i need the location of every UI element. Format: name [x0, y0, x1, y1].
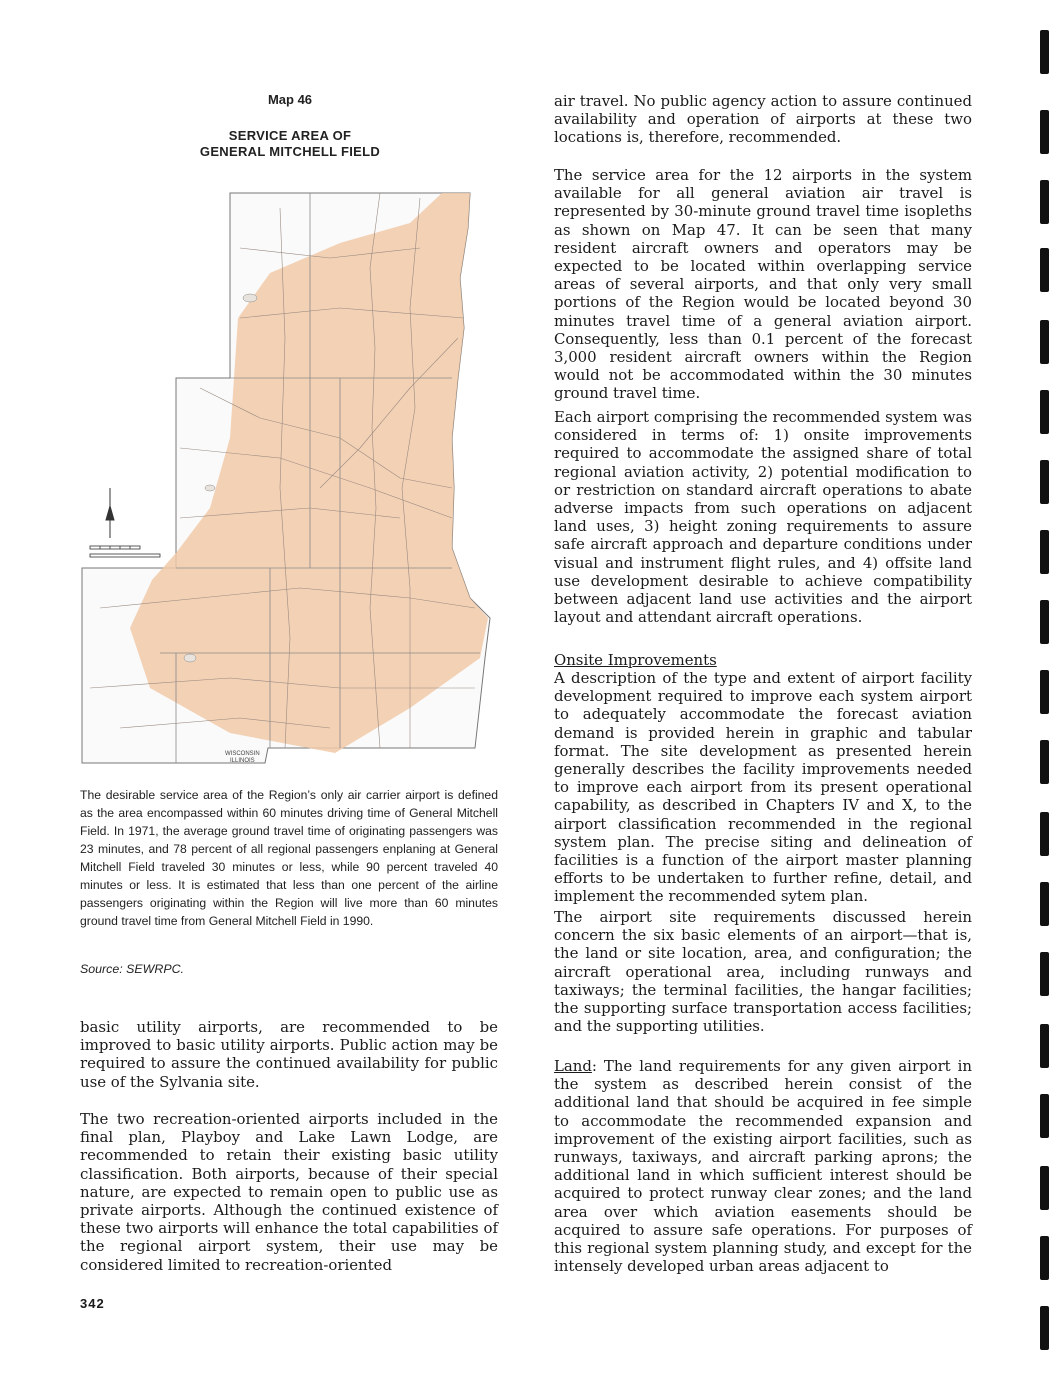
- binding-mark: [1040, 670, 1049, 714]
- binding-mark: [1040, 390, 1049, 434]
- left-paragraph-2: The two recreation-oriented airports included in the final plan, Playboy and Lake Lawn Lodge, are recommended to retain their existing basic utility classification. Both airports, because of their special nature, are expected to remain open to public use as private airports. Although the continued existence of these two airports will enhance the total capabilities of the regional airport system, their use may be considered limited to recreation-oriented: [80, 1110, 498, 1274]
- land-paragraph-text: : The land requirements for any given airport in the system as described herein consist of the additional land that should be acquired in fee simple to accommodate the recommended expansion and improvement of the existing airport facilities, such as runways, taxiways, and aircraft parking aprons; the additional land in which sufficient interest should be acquired to protect runway clear zones; and the land area over which aviation easements should be acquired to assure safe operations. For purposes of this regional system planning study, and except for the intensely developed urban areas adjacent to: [554, 1057, 972, 1276]
- left-paragraph-1: basic utility airports, are recommended to be improved to basic utility airports. Public action may be required to assure the continued availability for public use of the Sylvania site.: [80, 1018, 498, 1091]
- binding-mark: [1040, 600, 1049, 644]
- map-title-line1: SERVICE AREA OF: [228, 128, 352, 143]
- map-title: [190, 128, 390, 160]
- binding-mark: [1040, 110, 1049, 154]
- service-area-map: [80, 188, 500, 768]
- right-paragraph-6: [554, 1057, 972, 1275]
- binding-mark: [1040, 812, 1049, 856]
- right-paragraph-4: A description of the type and extent of airport facility development required to improve each system airport to adequately accommodate the forecast aviation demand is provided herein in graphic and tabular format. The site development as presented herein generally describes the facility improvements needed to improve each airport from its present operational capability, as described in Chapters IV and X, to the airport classification recommended in the regional system plan. The precise siting and delineation of facilities is a function of the airport master planning efforts to be undertaken to further refine, detail, and implement the recommended sytem plan.: [554, 669, 972, 906]
- binding-mark: [1040, 460, 1049, 504]
- binding-mark: [1040, 740, 1049, 784]
- state-label-wisconsin: WISCONSIN: [225, 751, 260, 757]
- section-heading-onsite-improvements: Onsite Improvements: [554, 651, 717, 669]
- binding-mark: [1040, 180, 1049, 224]
- binding-mark: [1040, 248, 1049, 292]
- map-source: Source: SEWRPC.: [80, 962, 184, 976]
- run-in-heading-land: Land: [554, 1057, 592, 1075]
- map-number: Map 46: [267, 92, 313, 107]
- right-paragraph-1: air travel. No public agency action to assure continued availability and operation of airports at these two locations is, therefore, recommended.: [554, 92, 972, 147]
- map-title-line2: GENERAL MITCHELL FIELD: [199, 144, 381, 159]
- map-caption: The desirable service area of the Region’s only air carrier airport is defined as the area encompassed within 60 minutes driving time of General Mitchell Field. In 1971, the average ground travel time of originating passengers was 23 minutes, and 78 percent of all regional passengers enplaning at General Mitchell Field traveled 30 minutes or less, while 90 percent traveled 40 minutes or less. It is estimated that less than one percent of the airline passengers originating within the Region will live more than 60 minutes ground travel time from General Mitchell Field in 1990.: [80, 788, 498, 928]
- binding-mark: [1040, 1306, 1049, 1350]
- binding-mark: [1040, 1236, 1049, 1280]
- binding-mark: [1040, 320, 1049, 364]
- graphic-scale: [90, 546, 160, 557]
- right-paragraph-2: The service area for the 12 airports in the system available for all general aviation air travel is represented by 30-minute ground travel time isopleths as shown on Map 47. It can be seen that many resident aircraft owners and operators may be expected to be located within overlapping service areas of several airports, and that only very small portions of the Region would be located beyond 30 minutes travel time of a general aviation airport. Consequently, less than 0.1 percent of the forecast 3,000 resident aircraft owners within the Region would not be accommodated within the 30 minutes ground travel time.: [554, 166, 972, 403]
- right-paragraph-5: The airport site requirements discussed herein concern the six basic elements of an airport—that is, the land or site location, area, and configuration; the aircraft operational area, including runways and taxiways; the terminal facilities, the hangar facilities; the supporting surface transportation access facilities; and the supporting utilities.: [554, 908, 972, 1036]
- binding-mark: [1040, 882, 1049, 926]
- binding-mark: [1040, 530, 1049, 574]
- state-label-illinois: ILLINOIS: [230, 758, 255, 764]
- binding-mark: [1040, 1166, 1049, 1210]
- page-number: 342: [80, 1296, 105, 1311]
- north-arrow-icon: [106, 488, 114, 538]
- binding-mark: [1040, 30, 1049, 74]
- binding-mark: [1040, 952, 1049, 996]
- right-paragraph-3: Each airport comprising the recommended system was considered in terms of: 1) onsite improvements required to accommodate the assigned share of total regional aviation activity, 2) potential modification to or restriction on standard aircraft operations to abate adverse impacts from such operations on adjacent land uses, 3) height zoning requirements to assure safe aircraft approach and departure conditions under visual and instrument flight rules, and 4) offsite land use development desirable to achieve compatibility between adjacent land use activities and the airport layout and attendant aircraft operations.: [554, 408, 972, 627]
- binding-mark: [1040, 1024, 1049, 1068]
- binding-mark: [1040, 1094, 1049, 1138]
